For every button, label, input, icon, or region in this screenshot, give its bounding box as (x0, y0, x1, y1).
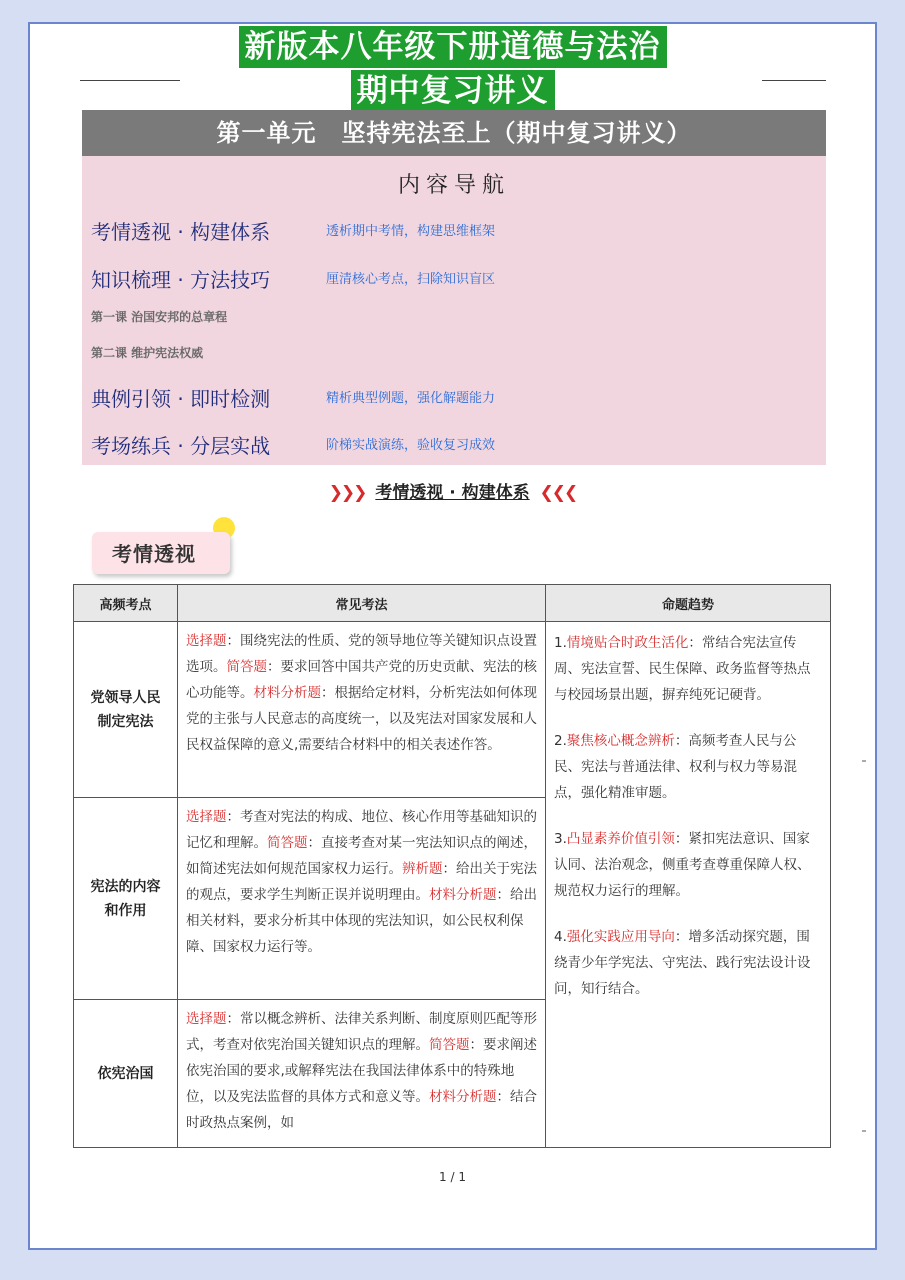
title-line-2: 期中复习讲义 (351, 70, 555, 112)
nav-item-desc: 精析典型例题，强化解题能力 (326, 391, 496, 406)
section-heading (0, 478, 905, 503)
trend-text: ：高频考查人民与公民、宪法与普通法律、权利与权力等易混点，强化精准审题。 (554, 733, 797, 801)
exam-analysis-table (73, 584, 831, 1148)
nav-item-main: 考情透视 · 构建体系 (91, 220, 271, 244)
column-header: 命题趋势 (546, 585, 831, 622)
edge-mark (862, 1130, 866, 1132)
question-desc: ：考查对宪法的构成、地位、核心作用等基础知识的记忆和理解。 (186, 809, 537, 851)
trend-text: ：增多活动探究题，围绕青少年学宪法、守宪法、践行宪法设计设问，知行结合。 (554, 929, 811, 997)
question-desc: ：给出关于宪法的观点，要求学生判断正误并说明理由。 (186, 861, 537, 903)
trends-cell (546, 622, 831, 1148)
question-desc: ：结合时政热点案例，如 (186, 1089, 537, 1131)
trend-item (554, 728, 822, 806)
question-type: 选择题 (186, 1011, 227, 1027)
common-methods (178, 1000, 546, 1148)
nav-sub-item: 第一课 治国安邦的总章程 (91, 310, 228, 324)
trend-item (554, 924, 822, 1002)
trend-number: 1. (554, 635, 567, 651)
document-title (0, 26, 905, 112)
trend-text: ：常结合宪法宣传周、宪法宣誓、民生保障、政务监督等热点与校园场景出题，摒弃纯死记硬背。 (554, 635, 811, 703)
question-type: 选择题 (186, 809, 227, 825)
key-point: 党领导人民制定宪法 (74, 622, 178, 798)
question-type: 简答题 (267, 835, 308, 851)
arrows-left-icon: ❮❮❮ (539, 483, 577, 503)
question-type: 材料分析题 (429, 887, 497, 903)
column-header: 常见考法 (178, 585, 546, 622)
table-row (74, 622, 831, 798)
content-navigation (82, 156, 826, 465)
question-desc: ：给出相关材料，要求分析其中体现的宪法知识，如公民权利保障、国家权力运行等。 (186, 887, 537, 955)
edge-mark (862, 760, 866, 762)
question-desc: ：要求回答中国共产党的历史贡献、宪法的核心功能等。 (186, 659, 537, 701)
question-desc: ：要求阐述依宪治国的要求,或解释宪法在我国法律体系中的特殊地位，以及宪法监督的具体方式和意义等。 (186, 1037, 537, 1105)
common-methods (178, 622, 546, 798)
question-desc: ：常以概念辨析、法律关系判断、制度原则匹配等形式，考查对依宪治国关键知识点的理解。 (186, 1011, 537, 1053)
nav-item-main: 考场练兵 · 分层实战 (91, 434, 271, 458)
trend-number: 3. (554, 831, 567, 847)
question-type: 材料分析题 (253, 685, 321, 701)
trend-text: ：紧扣宪法意识、国家认同、法治观念，侧重考查尊重保障人权、规范权力运行的理解。 (554, 831, 811, 899)
badge-label: 考情透视 (112, 542, 196, 566)
title-line-1: 新版本八年级下册道德与法治 (239, 26, 667, 68)
column-header: 高频考点 (74, 585, 178, 622)
trend-tag: 凸显素养价值引领 (566, 831, 675, 847)
section-badge (92, 532, 230, 574)
question-desc: ：直接考查对某一宪法知识点的阐述，如简述宪法如何规范国家权力运行。 (186, 835, 537, 877)
nav-sub-item: 第二课 维护宪法权威 (91, 346, 204, 360)
trend-number: 4. (554, 929, 567, 945)
trend-item (554, 630, 822, 708)
key-point: 依宪治国 (74, 1000, 178, 1148)
question-type: 辨析题 (402, 861, 443, 877)
trend-tag: 聚焦核心概念辨析 (566, 733, 675, 749)
question-desc: ：围绕宪法的性质、党的领导地位等关键知识点设置选项。 (186, 633, 537, 675)
question-type: 材料分析题 (429, 1089, 497, 1105)
trend-tag: 情境贴合时政生活化 (566, 635, 689, 651)
common-methods (178, 798, 546, 1000)
trend-number: 2. (554, 733, 567, 749)
question-type: 选择题 (186, 633, 227, 649)
table-header-row (74, 585, 831, 622)
arrows-right-icon: ❯❯❯ (328, 483, 366, 503)
question-type: 简答题 (429, 1037, 470, 1053)
trend-tag: 强化实践应用导向 (566, 929, 675, 945)
section-heading-text: 考情透视 · 构建体系 (375, 483, 530, 503)
unit-title: 第一单元 坚持宪法至上（期中复习讲义） (82, 110, 826, 156)
nav-item-desc: 透析期中考情，构建思维框架 (326, 224, 496, 239)
trend-item (554, 826, 822, 904)
nav-title: 内容导航 (397, 173, 510, 198)
nav-item-main: 知识梳理 · 方法技巧 (91, 268, 271, 292)
question-desc: ：根据给定材料，分析宪法如何体现党的主张与人民意志的高度统一，以及宪法对国家发展和人民权益保障的意义,需要结合材料中的相关表述作答。 (186, 685, 537, 753)
key-point: 宪法的内容和作用 (74, 798, 178, 1000)
page-number: 1 / 1 (439, 1170, 466, 1184)
question-type: 简答题 (226, 659, 267, 675)
nav-item-desc: 厘清核心考点，扫除知识盲区 (326, 272, 496, 287)
nav-item-main: 典例引领 · 即时检测 (91, 387, 271, 411)
nav-item-desc: 阶梯实战演练，验收复习成效 (326, 438, 496, 453)
